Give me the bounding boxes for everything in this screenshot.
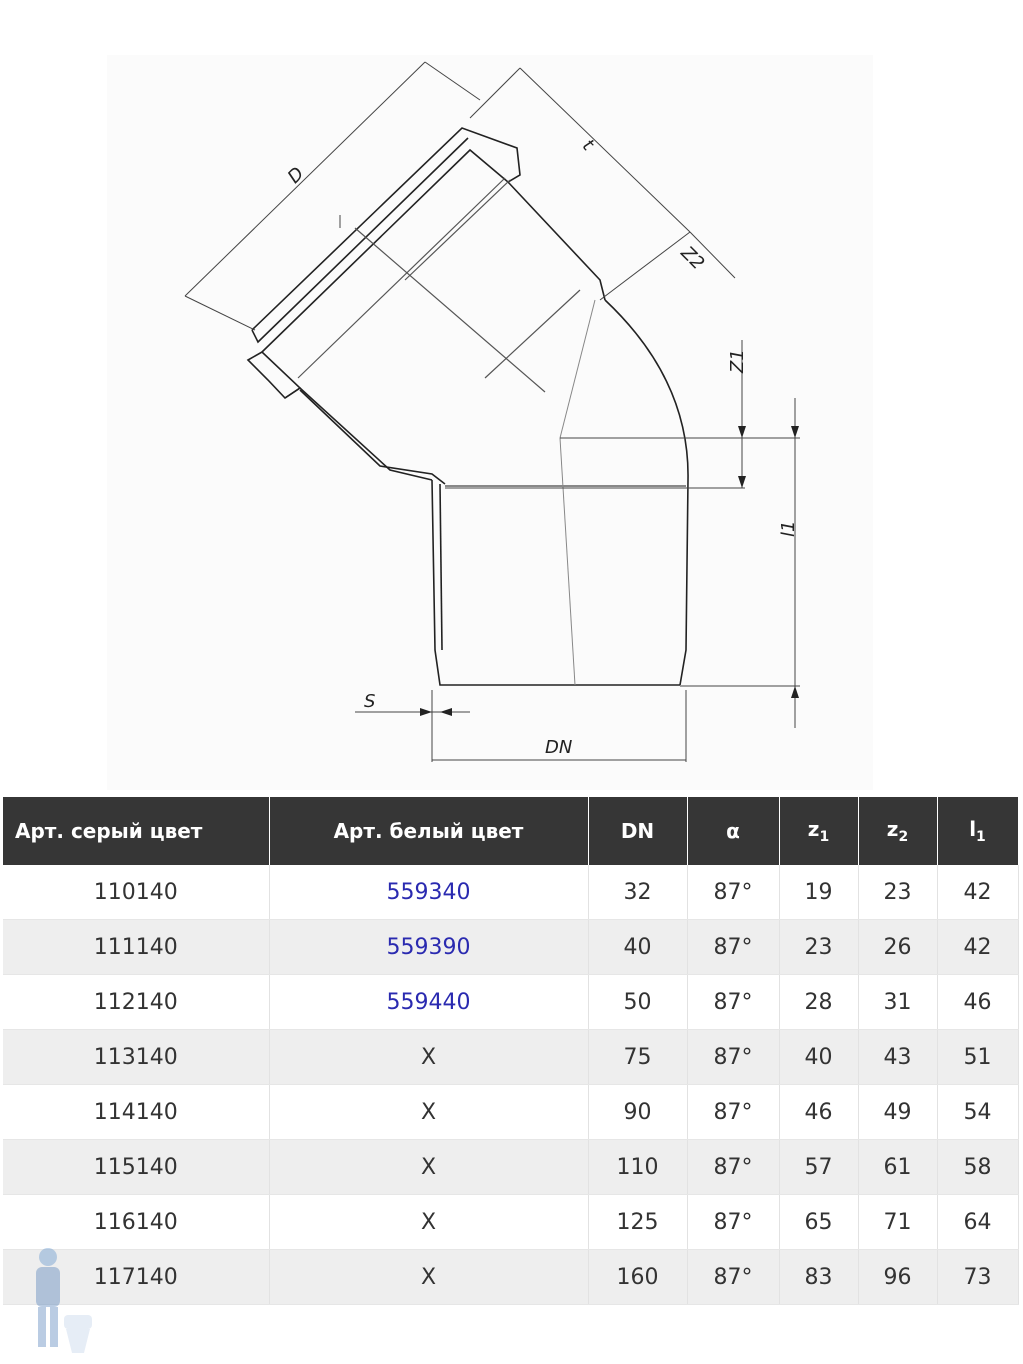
cell-dn: 160 [588, 1250, 687, 1305]
cell-art-grey: 110140 [3, 865, 269, 920]
header-alpha: α [687, 797, 779, 865]
cell-z2: 61 [858, 1140, 937, 1195]
table-row [3, 1250, 1018, 1305]
table-body [3, 865, 1018, 1305]
cell-l1: 73 [937, 1250, 1018, 1305]
cell-dn: 125 [588, 1195, 687, 1250]
label-s: S [364, 691, 376, 712]
header-z2: $z_2$ [858, 797, 937, 865]
plumber-toilet-icon [26, 1245, 96, 1360]
table-row [3, 865, 1018, 920]
spec-table [3, 797, 1019, 1305]
cell-z1: 19 [779, 865, 858, 920]
cell-art-grey: 115140 [3, 1140, 269, 1195]
table-row [3, 1030, 1018, 1085]
label-dn: DN [545, 737, 573, 758]
label-t: t [577, 135, 598, 155]
cell-art-grey: 114140 [3, 1085, 269, 1140]
cell-art-grey: 113140 [3, 1030, 269, 1085]
table-row [3, 1085, 1018, 1140]
drawing-background [107, 55, 873, 790]
cell-l1: 64 [937, 1195, 1018, 1250]
cell-art-grey: 117140 [3, 1250, 269, 1305]
cell-l1: 58 [937, 1140, 1018, 1195]
label-l1: l1 [778, 520, 799, 537]
cell-l1: 54 [937, 1085, 1018, 1140]
cell-dn: 75 [588, 1030, 687, 1085]
cell-z2: 26 [858, 920, 937, 975]
cell-art-grey: 116140 [3, 1195, 269, 1250]
cell-art-grey: 111140 [3, 920, 269, 975]
header-l1: $l_1$ [937, 797, 1018, 865]
label-z2: Z2 [676, 242, 709, 275]
cell-dn: 90 [588, 1085, 687, 1140]
table-row [3, 975, 1018, 1030]
cell-dn: 110 [588, 1140, 687, 1195]
cell-z2: 96 [858, 1250, 937, 1305]
cell-alpha: 87° [687, 1085, 779, 1140]
cell-dn: 50 [588, 975, 687, 1030]
cell-l1: 51 [937, 1030, 1018, 1085]
cell-art-white: X [269, 1085, 588, 1140]
cell-alpha: 87° [687, 975, 779, 1030]
cell-z2: 49 [858, 1085, 937, 1140]
header-art-white: Арт. белый цвет [269, 797, 588, 865]
header-art-grey: Арт. серый цвет [3, 797, 269, 865]
cell-z1: 57 [779, 1140, 858, 1195]
cell-art-white[interactable]: 559390 [269, 920, 588, 975]
cell-alpha: 87° [687, 1140, 779, 1195]
cell-art-white: X [269, 1030, 588, 1085]
cell-z1: 23 [779, 920, 858, 975]
table-row [3, 1195, 1018, 1250]
cell-z1: 46 [779, 1085, 858, 1140]
cell-dn: 32 [588, 865, 687, 920]
side-watermark [996, 1250, 1018, 1362]
cell-alpha: 87° [687, 920, 779, 975]
label-d: D [283, 163, 309, 188]
header-z1: $z_1$ [779, 797, 858, 865]
cell-z1: 40 [779, 1030, 858, 1085]
cell-art-grey: 112140 [3, 975, 269, 1030]
cell-art-white[interactable]: 559440 [269, 975, 588, 1030]
cell-alpha: 87° [687, 865, 779, 920]
cell-l1: 46 [937, 975, 1018, 1030]
label-z1: Z1 [727, 349, 748, 373]
cell-alpha: 87° [687, 1250, 779, 1305]
table-row [3, 920, 1018, 975]
cell-z1: 83 [779, 1250, 858, 1305]
header-dn: DN [588, 797, 687, 865]
cell-alpha: 87° [687, 1195, 779, 1250]
cell-z1: 65 [779, 1195, 858, 1250]
cell-art-white: X [269, 1195, 588, 1250]
cell-l1: 42 [937, 920, 1018, 975]
cell-art-white: X [269, 1250, 588, 1305]
cell-z2: 23 [858, 865, 937, 920]
cell-z2: 71 [858, 1195, 937, 1250]
cell-alpha: 87° [687, 1030, 779, 1085]
cell-z2: 31 [858, 975, 937, 1030]
cell-dn: 40 [588, 920, 687, 975]
cell-l1: 42 [937, 865, 1018, 920]
cell-z1: 28 [779, 975, 858, 1030]
cell-art-white[interactable]: 559340 [269, 865, 588, 920]
table-row [3, 1140, 1018, 1195]
table-header-row [3, 797, 1018, 865]
cell-z2: 43 [858, 1030, 937, 1085]
cell-art-white: X [269, 1140, 588, 1195]
